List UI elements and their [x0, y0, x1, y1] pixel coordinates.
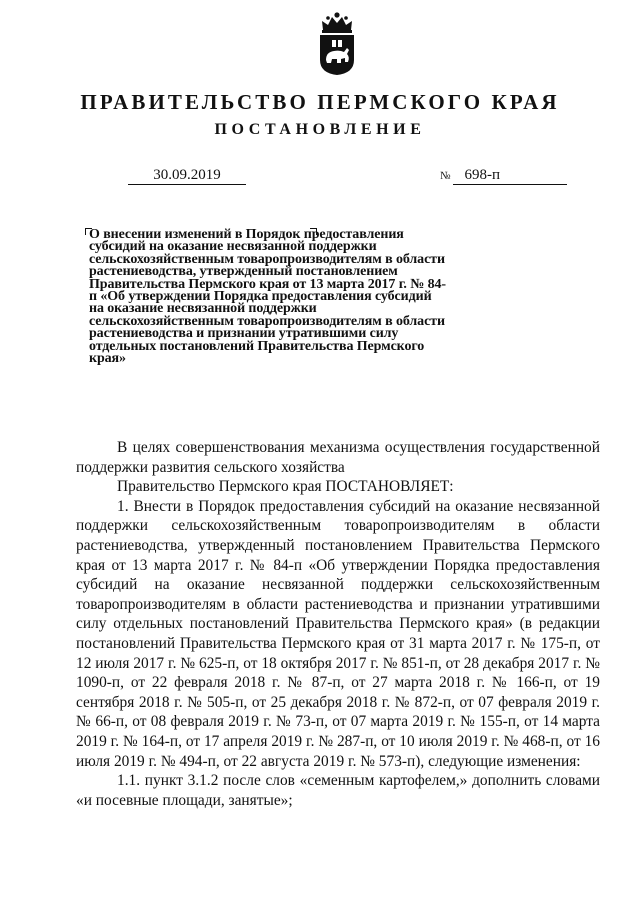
- body-paragraph: 1. Внести в Порядок предоставления субсидий на оказание несвязанной поддержки сельскохозяйственным товаропроизводителям в области растениеводства, утвержденный постановлением Правительства Пермского края от 13 марта 2017 г. № 84-п «Об утверждении Порядка предоставления субсидий на оказание несвязанной поддержки сельскохозяйственным товаропроизводителям в области растениеводства и признании утратившими силу отдельных постановлений Правительства Пермского края» (в редакции постановлений Правительства Пермского края от 31 марта 2017 г. № 175-п, от 12 июля 2017 г. № 625-п, от 18 октября 2017 г. № 851-п, от 28 декабря 2017 г. № 1090-п, от 22 февраля 2018 г. № 87-п, от 27 марта 2018 г. № 166-п, от 19 сентября 2018 г. № 505-п, от 25 декабря 2018 г. № 872-п, от 07 февраля 2019 г. № 66-п, от 08 февраля 2019 г. № 73-п, от 07 марта 2019 г. № 155-п, от 14 марта 2019 г. № 164-п, от 17 апреля 2019 г. № 287-п, от 10 июля 2019 г. № 468-п, от 16 июля 2019 г. № 494-п, от 22 августа 2019 г. № 573-п), следующие изменения:: [76, 497, 600, 770]
- body-paragraph: 1.1. пункт 3.1.2 после слов «семенным картофелем,» дополнить словами «и посевные площади, занятые»;: [76, 772, 600, 809]
- perm-krai-coat-of-arms-icon: [314, 10, 360, 76]
- document-number: 698-п: [453, 166, 567, 185]
- document-subject: О внесении изменений в Порядок предоставления субсидий на оказание несвязанной поддержки сельскохозяйственным товаропроизводителям в области растениеводства, утвержденный постановлением Правительства Пермского края от 13 марта 2017 г. № 84-п «Об утверждении Порядка предоставления субсидий на оказание несвязанной поддержки сельскохозяйственным товаропроизводителям в области растениеводства и признании утратившими силу отдельных постановлений Правительства Пермского края»: [89, 227, 446, 367]
- government-title: ПРАВИТЕЛЬСТВО ПЕРМСКОГО КРАЯ: [80, 90, 560, 114]
- document-body: [76, 438, 600, 810]
- body-paragraph: В целях совершенствования механизма осуществления государственной поддержки развития сельского хозяйства: [76, 439, 600, 476]
- document-type: ПОСТАНОВЛЕНИЕ: [214, 121, 426, 138]
- body-paragraph: Правительство Пермского края ПОСТАНОВЛЯЕТ:: [117, 478, 454, 496]
- document-number-field: [440, 166, 567, 185]
- number-sign: №: [440, 170, 451, 182]
- document-date: 30.09.2019: [128, 166, 246, 185]
